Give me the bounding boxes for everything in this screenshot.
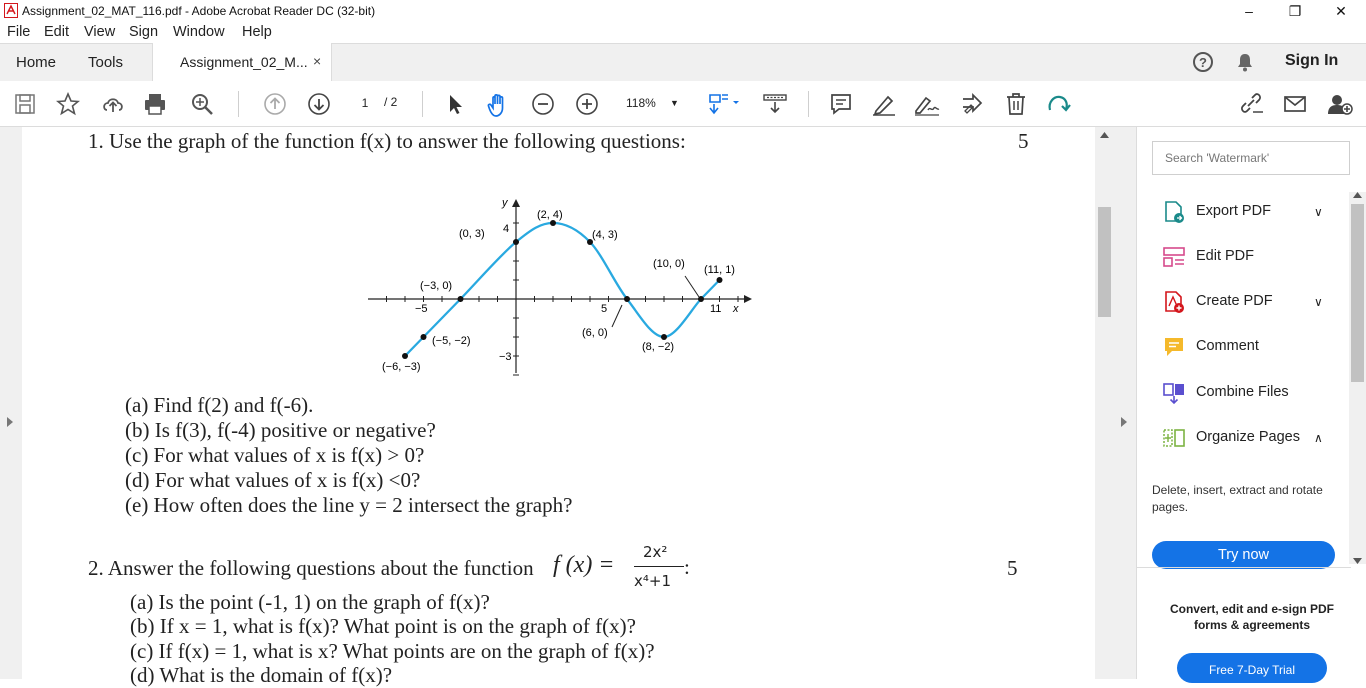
- share-upload-icon[interactable]: [101, 92, 125, 116]
- title-bar: [0, 0, 1366, 22]
- chevron-up-icon[interactable]: ∧: [1314, 431, 1323, 445]
- fraction-numerator: 2x²: [643, 543, 668, 561]
- question-1a: (a) Find f(2) and f(-6).: [125, 393, 314, 417]
- menu-view[interactable]: View: [84, 24, 116, 40]
- function-lhs: f (x) =: [553, 552, 615, 578]
- link-icon[interactable]: [1238, 92, 1262, 116]
- tools-pane: [1136, 127, 1366, 679]
- read-mode-icon[interactable]: [762, 92, 786, 116]
- chevron-down-icon: ▼: [670, 98, 679, 108]
- document-scrollbar[interactable]: [1095, 127, 1114, 679]
- function-graph: [362, 195, 782, 385]
- organize-pages-icon: [1162, 426, 1186, 450]
- x-axis-label: x: [733, 303, 739, 315]
- delete-icon[interactable]: [1004, 92, 1028, 116]
- zoom-out-icon[interactable]: [531, 92, 555, 116]
- page-fit-icon[interactable]: [708, 92, 732, 116]
- tick-label-y-4: 4: [503, 223, 510, 235]
- tick-label-y-neg3: −3: [499, 351, 512, 363]
- y-axis-arrow: [512, 199, 520, 207]
- previous-page-icon[interactable]: [263, 92, 287, 116]
- minimize-button[interactable]: –: [1245, 3, 1253, 19]
- menu-help[interactable]: Help: [242, 24, 272, 40]
- left-panel-toggle[interactable]: [0, 127, 22, 679]
- tool-comment[interactable]: [1162, 335, 1342, 359]
- question-2b: (b) If x = 1, what is f(x)? What point is on the graph of f(x)?: [130, 614, 636, 638]
- point-label: (−3, 0): [420, 280, 453, 292]
- menu-bar: [0, 22, 1366, 43]
- toolbar-separator: [238, 91, 239, 117]
- scroll-up-icon[interactable]: [1100, 132, 1109, 138]
- tools-search-input[interactable]: Search 'Watermark': [1152, 141, 1350, 175]
- create-pdf-icon: [1162, 290, 1186, 314]
- close-tab-button[interactable]: ×: [313, 53, 322, 69]
- tool-create-pdf[interactable]: [1162, 290, 1342, 314]
- chevron-down-icon[interactable]: ∨: [1314, 205, 1323, 219]
- zoom-in-icon[interactable]: [575, 92, 599, 116]
- acrobat-app-icon: [4, 3, 18, 18]
- question-2d: (d) What is the domain of f(x)?: [130, 663, 393, 687]
- combine-files-icon: [1162, 381, 1186, 405]
- scroll-down-icon[interactable]: [1353, 558, 1362, 564]
- point-label: (−6, −3): [382, 361, 421, 373]
- point-label: (4, 3): [592, 229, 618, 241]
- notification-bell-icon[interactable]: [1236, 52, 1254, 72]
- fraction-bar: [634, 566, 684, 567]
- menu-file[interactable]: File: [7, 24, 31, 40]
- tools-pane-scrollbar[interactable]: [1349, 192, 1366, 564]
- comment-tool-icon: [1162, 335, 1186, 359]
- tab-document[interactable]: [152, 43, 332, 81]
- graph-point: [624, 296, 630, 302]
- restore-button[interactable]: ❐: [1288, 3, 1302, 19]
- add-user-icon[interactable]: [1327, 92, 1351, 116]
- point-label: (2, 4): [537, 209, 563, 221]
- graph-point: [661, 334, 667, 340]
- expand-left-panel-icon: [7, 417, 13, 427]
- y-axis-label: y: [502, 197, 508, 209]
- question-1b: (b) Is f(3), f(-4) positive or negative?: [125, 418, 436, 442]
- graph-point: [421, 334, 427, 340]
- tool-organize-pages[interactable]: [1162, 426, 1342, 450]
- scrollbar-thumb[interactable]: [1098, 207, 1111, 317]
- tab-tools[interactable]: Tools: [88, 54, 124, 71]
- tool-label: Comment: [1196, 338, 1259, 354]
- scrollbar-thumb[interactable]: [1351, 204, 1364, 382]
- pdf-page: [22, 127, 1095, 687]
- fraction-denominator: x⁴+1: [634, 572, 672, 590]
- graph-point: [698, 296, 704, 302]
- question-1c: (c) For what values of x is f(x) > 0?: [125, 443, 425, 467]
- tick-label-x-neg5: −5: [415, 303, 428, 315]
- free-trial-button[interactable]: Free 7-Day Trial: [1177, 653, 1327, 683]
- print-icon[interactable]: [143, 92, 167, 116]
- graph-point: [513, 239, 519, 245]
- page-total: / 2: [384, 95, 398, 109]
- point-label: (10, 0): [653, 258, 685, 270]
- point-label: (−5, −2): [432, 335, 471, 347]
- menu-window[interactable]: Window: [173, 24, 225, 40]
- point-label: (0, 3): [459, 228, 485, 240]
- question-2c: (c) If f(x) = 1, what is x? What points are on the graph of f(x)?: [130, 639, 655, 663]
- question-2a: (a) Is the point (-1, 1) on the graph of f(x)?: [130, 590, 490, 614]
- zoom-value: 118%: [626, 96, 656, 110]
- highlight-pen-icon[interactable]: [871, 92, 895, 116]
- find-zoom-icon[interactable]: [190, 92, 214, 116]
- tool-label: Edit PDF: [1196, 248, 1255, 264]
- question-2: 2. Answer the following questions about the function: [88, 556, 534, 580]
- export-pdf-icon: [1162, 200, 1186, 224]
- sign-in-button[interactable]: Sign In: [1285, 52, 1339, 69]
- collapse-right-panel-icon: [1121, 417, 1127, 427]
- toolbar-separator: [808, 91, 809, 117]
- question-1: 1. Use the graph of the function f(x) to answer the following questions:: [88, 129, 686, 153]
- comment-icon[interactable]: [829, 92, 853, 116]
- select-cursor-icon[interactable]: [444, 92, 468, 116]
- tool-label: Combine Files: [1196, 384, 1289, 400]
- tool-label: Export PDF: [1196, 203, 1271, 219]
- next-page-icon[interactable]: [307, 92, 331, 116]
- right-panel-toggle[interactable]: [1114, 127, 1136, 679]
- graph-point: [402, 353, 408, 359]
- graph-point: [717, 277, 723, 283]
- send-sign-icon[interactable]: [959, 92, 983, 116]
- bookmark-star-icon[interactable]: [56, 92, 80, 116]
- question-1e: (e) How often does the line y = 2 intersect the graph?: [125, 493, 573, 517]
- organize-pages-description: Delete, insert, extract and rotate pages.: [1152, 483, 1323, 514]
- question-1-points: 5: [1018, 129, 1029, 153]
- tool-label: Create PDF: [1196, 293, 1273, 309]
- tool-edit-pdf[interactable]: [1162, 245, 1342, 269]
- fill-sign-icon[interactable]: [913, 92, 937, 116]
- fraction-colon: :: [684, 555, 690, 579]
- try-now-button[interactable]: Try now: [1152, 541, 1335, 569]
- panel-divider: [1137, 567, 1351, 568]
- hand-tool-icon[interactable]: [486, 92, 510, 116]
- point-label: (6, 0): [582, 327, 608, 339]
- rotate-icon[interactable]: [1046, 92, 1070, 116]
- tick-label-x-5: 5: [601, 303, 608, 315]
- document-tab-label: Assignment_02_M...: [180, 54, 308, 70]
- tool-combine-files[interactable]: [1162, 381, 1342, 405]
- tool-export-pdf[interactable]: [1162, 200, 1342, 224]
- tick-label-x-11: 11: [710, 303, 722, 315]
- menu-sign[interactable]: Sign: [129, 24, 159, 40]
- zoom-dropdown[interactable]: [620, 93, 682, 113]
- window-title: Assignment_02_MAT_116.pdf - Adobe Acrobat Reader DC (32-bit): [22, 4, 376, 18]
- help-icon[interactable]: ?: [1193, 52, 1213, 72]
- tab-bar: [0, 43, 1366, 82]
- point-label: (8, −2): [642, 341, 675, 353]
- leader-line-10-0: [685, 276, 699, 297]
- graph-point: [458, 296, 464, 302]
- toolbar: [0, 81, 1366, 127]
- email-icon[interactable]: [1283, 92, 1307, 116]
- toolbar-separator: [422, 91, 423, 117]
- page-number-input[interactable]: 1: [361, 96, 369, 110]
- promo-text: Convert, edit and e-sign PDF forms & agreements: [1169, 602, 1334, 632]
- x-axis-arrow: [744, 295, 752, 303]
- question-2-points: 5: [1007, 556, 1018, 580]
- close-window-button[interactable]: ✕: [1335, 3, 1347, 19]
- tab-home[interactable]: Home: [16, 54, 57, 71]
- tool-label: Organize Pages: [1196, 429, 1300, 445]
- menu-edit[interactable]: Edit: [44, 24, 69, 40]
- point-label: (11, 1): [704, 264, 735, 276]
- question-1d: (d) For what values of x is f(x) <0?: [125, 468, 421, 492]
- chevron-down-icon[interactable]: ∨: [1314, 295, 1323, 309]
- edit-pdf-icon: [1162, 245, 1186, 269]
- scroll-up-icon[interactable]: [1353, 192, 1362, 198]
- save-icon[interactable]: [13, 92, 37, 116]
- leader-line-6-0: [612, 305, 622, 327]
